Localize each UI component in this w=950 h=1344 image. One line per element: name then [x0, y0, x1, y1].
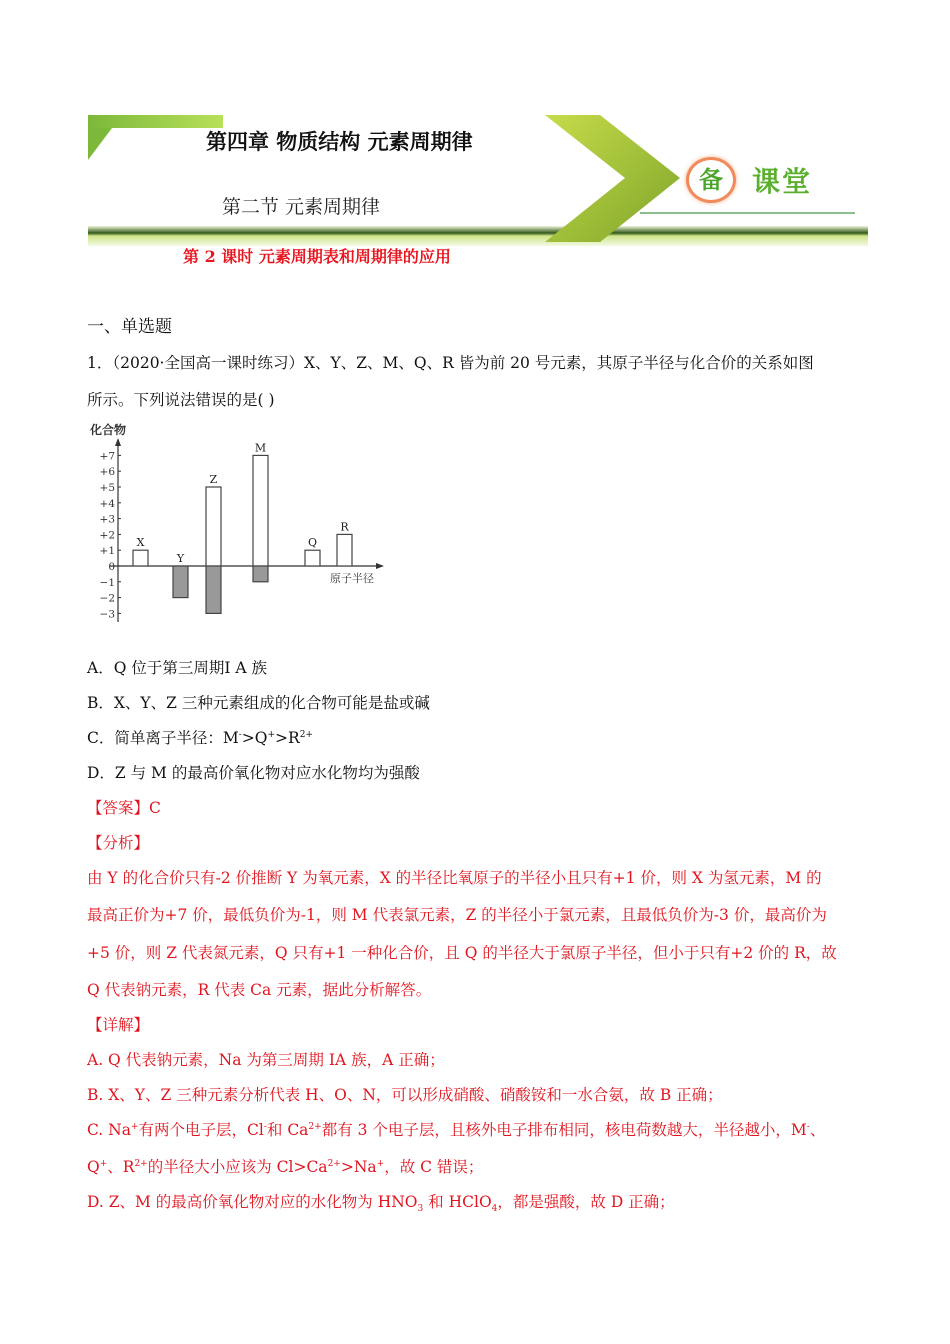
answer-label: 【答案】	[87, 799, 150, 817]
section-title: 第二节 元素周期律	[222, 196, 381, 218]
bar-negative-Z	[206, 566, 221, 613]
bar-positive-X	[133, 550, 148, 566]
text-segment: 和 HClO	[423, 1193, 492, 1211]
bar-label-Z: Z	[209, 473, 218, 486]
question-type-heading: 一、单选题	[87, 317, 172, 337]
lesson-title: 第 2 课时 元素周期表和周期律的应用	[183, 247, 451, 266]
analysis-line: +5 价，则 Z 代表氮元素，Q 只有+1 一种化合价，且 Q 的半径大于氯原子半径，但小于只有+2 价的 R，故	[87, 944, 837, 962]
option-d[interactable]	[87, 763, 420, 783]
text-segment: 、R	[107, 1158, 135, 1176]
text-segment: A. Q 代表钠元素，Na 为第三周期 IA 族，A 正确；	[87, 1051, 445, 1069]
subscript: 3	[417, 1204, 424, 1215]
text-segment: ，都是强酸，故 D 正确；	[497, 1193, 675, 1211]
option-a[interactable]	[87, 658, 267, 678]
chapter-title: 第四章 物质结构 元素周期律	[206, 130, 473, 154]
superscript: +	[267, 729, 276, 740]
bar-positive-R	[337, 534, 352, 566]
analysis-line: 最高正价为+7 价，最低负价为-1，则 M 代表氯元素，Z 的半径小于氯元素，且最低负价为-3 价，最高价为	[87, 906, 827, 924]
bar-label-R: R	[340, 520, 349, 534]
question-stem-line1: 1．（2020·全国高一课时练习）X、Y、Z、M、Q、R 皆为前 20 号元素，其原子半径与化合价的关系如图	[87, 354, 814, 372]
text-segment: D. Z、M 的最高价氧化物对应的水化物为 HNO	[87, 1193, 418, 1211]
y-axis-arrow	[115, 438, 121, 446]
logo-text: 课堂	[752, 165, 813, 198]
y-tick-label: +4	[99, 497, 115, 510]
text-segment: 有两个电子层，Cl	[138, 1121, 264, 1139]
valence-radius-chart	[0, 0, 950, 640]
superscript: -	[238, 729, 242, 740]
text-segment: C．简单离子半径：M	[87, 729, 239, 747]
bar-label-M: M	[254, 441, 267, 455]
answer-value: C	[149, 799, 161, 817]
y-tick-label: 0	[108, 561, 115, 573]
x-axis-arrow	[376, 563, 384, 569]
bar-label-Q: Q	[307, 536, 318, 550]
subscript: 4	[491, 1204, 498, 1215]
text-segment: B．X、Y、Z 三种元素组成的化合物可能是盐或碱	[87, 694, 430, 712]
text-segment: A．Q 位于第三周期Ⅰ A 族	[87, 659, 267, 677]
y-tick-label: −3	[99, 608, 115, 621]
detail-line-c1	[87, 1120, 825, 1140]
y-tick-label: +3	[99, 513, 115, 526]
option-b[interactable]	[87, 693, 430, 713]
answer-line	[87, 798, 161, 818]
detail-line-d	[87, 1192, 675, 1215]
y-tick-label: +2	[99, 529, 115, 542]
analysis-line: 由 Y 的化合价只有-2 价推断 Y 为氧元素，X 的半径比氧原子的半径小且只有+1 价，则 X 为氢元素，M 的	[87, 869, 822, 887]
analysis-label: 【分析】	[87, 834, 150, 852]
detail-line-b	[87, 1085, 723, 1105]
text-segment: >Na	[340, 1158, 377, 1176]
bar-positive-Z	[206, 487, 221, 566]
y-tick-label: −1	[99, 576, 115, 589]
superscript: 2+	[134, 1158, 148, 1169]
text-segment: >Q	[241, 729, 268, 747]
y-tick-label: +7	[99, 450, 115, 463]
detail-line-a	[87, 1050, 445, 1070]
x-axis-label: 原子半径	[330, 572, 374, 585]
superscript: 2+	[299, 729, 313, 740]
option-c[interactable]	[87, 728, 313, 748]
bar-positive-Q	[305, 550, 320, 566]
superscript: -	[806, 1121, 810, 1132]
detail-line-c2	[87, 1157, 483, 1177]
text-segment: Q	[87, 1158, 100, 1176]
text-segment: 、	[809, 1121, 826, 1139]
text-segment: 和 Ca	[266, 1121, 309, 1139]
detail-label: 【详解】	[87, 1016, 150, 1034]
y-tick-label: +5	[99, 482, 115, 494]
y-tick-label: +6	[99, 466, 115, 479]
y-tick-label: −2	[99, 592, 115, 605]
analysis-line: Q 代表钠元素，R 代表 Ca 元素，据此分析解答。	[87, 981, 432, 999]
bar-negative-M	[253, 566, 268, 582]
superscript: +	[376, 1158, 385, 1169]
text-segment: ，故 C 错误；	[384, 1158, 484, 1176]
text-segment: B. X、Y、Z 三种元素分析代表 H、O、N，可以形成硝酸、硝酸铵和一水合氨，故 B 正确；	[87, 1086, 723, 1104]
superscript: +	[99, 1158, 108, 1169]
text-segment: >R	[275, 729, 300, 747]
superscript: 2+	[327, 1158, 341, 1169]
superscript: 2+	[308, 1121, 322, 1132]
text-segment: 都有 3 个电子层，且核外电子排布相同，核电荷数越大，半径越小，M	[321, 1121, 807, 1139]
y-tick-label: +1	[99, 545, 115, 558]
text-segment: D．Z 与 M 的最高价氧化物对应水化物均为强酸	[87, 764, 420, 782]
bar-label-X: X	[136, 536, 145, 550]
superscript: +	[130, 1121, 139, 1132]
text-segment: C. Na	[87, 1121, 131, 1139]
question-stem-line2: 所示。下列说法错误的是( )	[87, 391, 275, 409]
bar-negative-Y	[173, 566, 188, 598]
text-segment: 的半径大小应该为 Cl>Ca	[147, 1158, 328, 1176]
logo-circle: 备	[686, 157, 736, 203]
bar-label-Y: Y	[176, 552, 185, 565]
superscript: -	[263, 1121, 267, 1132]
y-axis-label: 化合物	[90, 423, 127, 437]
bar-positive-M	[253, 455, 268, 566]
